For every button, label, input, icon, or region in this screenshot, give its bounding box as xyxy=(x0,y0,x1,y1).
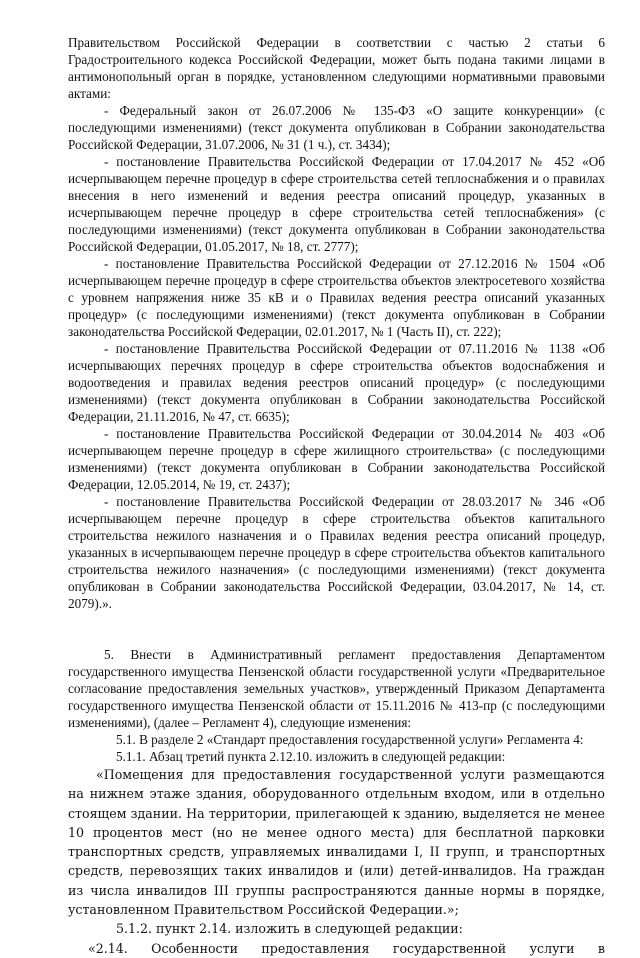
intro-paragraph: Правительством Российской Федерации в соответствии с частью 2 статьи 6 Градостроительного кодекса Российской Федерации, может быть подана такими лицами в антимонопольный орган в порядке, установленном следующими нормативными правовыми актами: xyxy=(68,35,605,101)
act-item: - Федеральный закон от 26.07.2006 № 135-ФЗ «О защите конкуренции» (с последующими изменениями) (текст документа опубликован в Собрании законодательства Российской Федерации, 31.07.2006, № 31 (1 ч.), ст. 3434); xyxy=(68,103,605,152)
item-5-1-1-paragraph: 5.1.1. Абзац третий пункта 2.12.10. изложить в следующей редакции: xyxy=(116,749,506,764)
item-5-1-paragraph: 5.1. В разделе 2 «Стандарт предоставления государственной услуги» Регламента 4: xyxy=(116,732,584,747)
act-item: - постановление Правительства Российской Федерации от 27.12.2016 № 1504 «Об исчерпывающем перечне процедур в сфере строительства объектов электросетевого хозяйства с уровнем напряжения ниже 35 кВ и о Правилах ведения реестра описаний указанных процедур» (с последующими изменениями) (текст документа опубликован в Собрании законодательства Российской Федерации, 02.01.2017, № 1 (Часть II), ст. 222); xyxy=(68,256,605,339)
act-item: - постановление Правительства Российской Федерации от 17.04.2017 № 452 «Об исчерпывающем перечне процедур в сфере строительства сетей теплоснабжения и о правилах внесения в него изменений и ведения реестра описаний процедур, указанных в исчерпывающем перечне процедур в сфере строительства сетей теплоснабжения» (с последующими изменениями) (текст документа опубликован в Собрании законодательства Российской Федерации, 01.05.2017, № 18, ст. 2777); xyxy=(68,154,605,254)
act-item: - постановление Правительства Российской Федерации от 28.03.2017 № 346 «Об исчерпывающем перечне процедур в сфере строительства объектов капитального строительства нежилого назначения и о Правилах ведения реестра описаний процедур, указанных в исчерпывающем перечне процедур в сфере строительства объектов капитального строительства нежилого назначения» (с последующими изменениями) (текст документа опубликован в Собрании законодательства Российской Федерации, 03.04.2017, № 14, ст. 2079).». xyxy=(68,494,605,611)
document-page xyxy=(68,34,605,958)
act-item: - постановление Правительства Российской Федерации от 07.11.2016 № 1138 «Об исчерпывающих перечнях процедур в сфере строительства объектов водоснабжения и водоотведения и правилах ведения реестров описаний процедур» (с последующими изменениями) (текст документа опубликован в Собрании законодательства Российской Федерации, 21.11.2016, № 47, ст. 6635); xyxy=(68,341,605,424)
item-2-14-heading: «2.14. Особенности предоставления государственной услуги в xyxy=(88,940,605,956)
spacer xyxy=(68,629,605,646)
act-item: - постановление Правительства Российской Федерации от 30.04.2014 № 403 «Об исчерпывающем перечне процедур в сфере жилищного строительства» (с последующими изменениями) (текст документа опубликован в Собрании законодательства Российской Федерации, 12.05.2014, № 19, ст. 2437); xyxy=(68,426,605,492)
spacer xyxy=(68,612,605,629)
item-5-1-2-paragraph: 5.1.2. пункт 2.14. изложить в следующей редакции: xyxy=(116,921,463,937)
quoted-paragraph: «Помещения для предоставления государственной услуги размещаются на нижнем этаже здания, оборудованного отдельным входом, или в отдельно стоящем здании. На территории, прилегающей к зданию, выделяется не менее 10 процентов мест (но не менее одного места) для бесплатной парковки транспортных средств, управляемых инвалидами I, II групп, и транспортных средств, перевозящих таких инвалидов и (или) детей-инвалидов. На граждан из числа инвалидов III группы распространяются данные нормы в порядке, установленном Правительством Российской Федерации.»; xyxy=(68,767,605,918)
item-5-paragraph: 5. Внести в Административный регламент предоставления Департаментом государственного имущества Пензенской области государственной услуги «Предварительное согласование предоставления земельных участков», утвержденный Приказом Департамента государственного имущества Пензенской области от 15.11.2016 № 413-пр (с последующими изменениями), (далее – Регламент 4), следующие изменения: xyxy=(68,647,605,730)
